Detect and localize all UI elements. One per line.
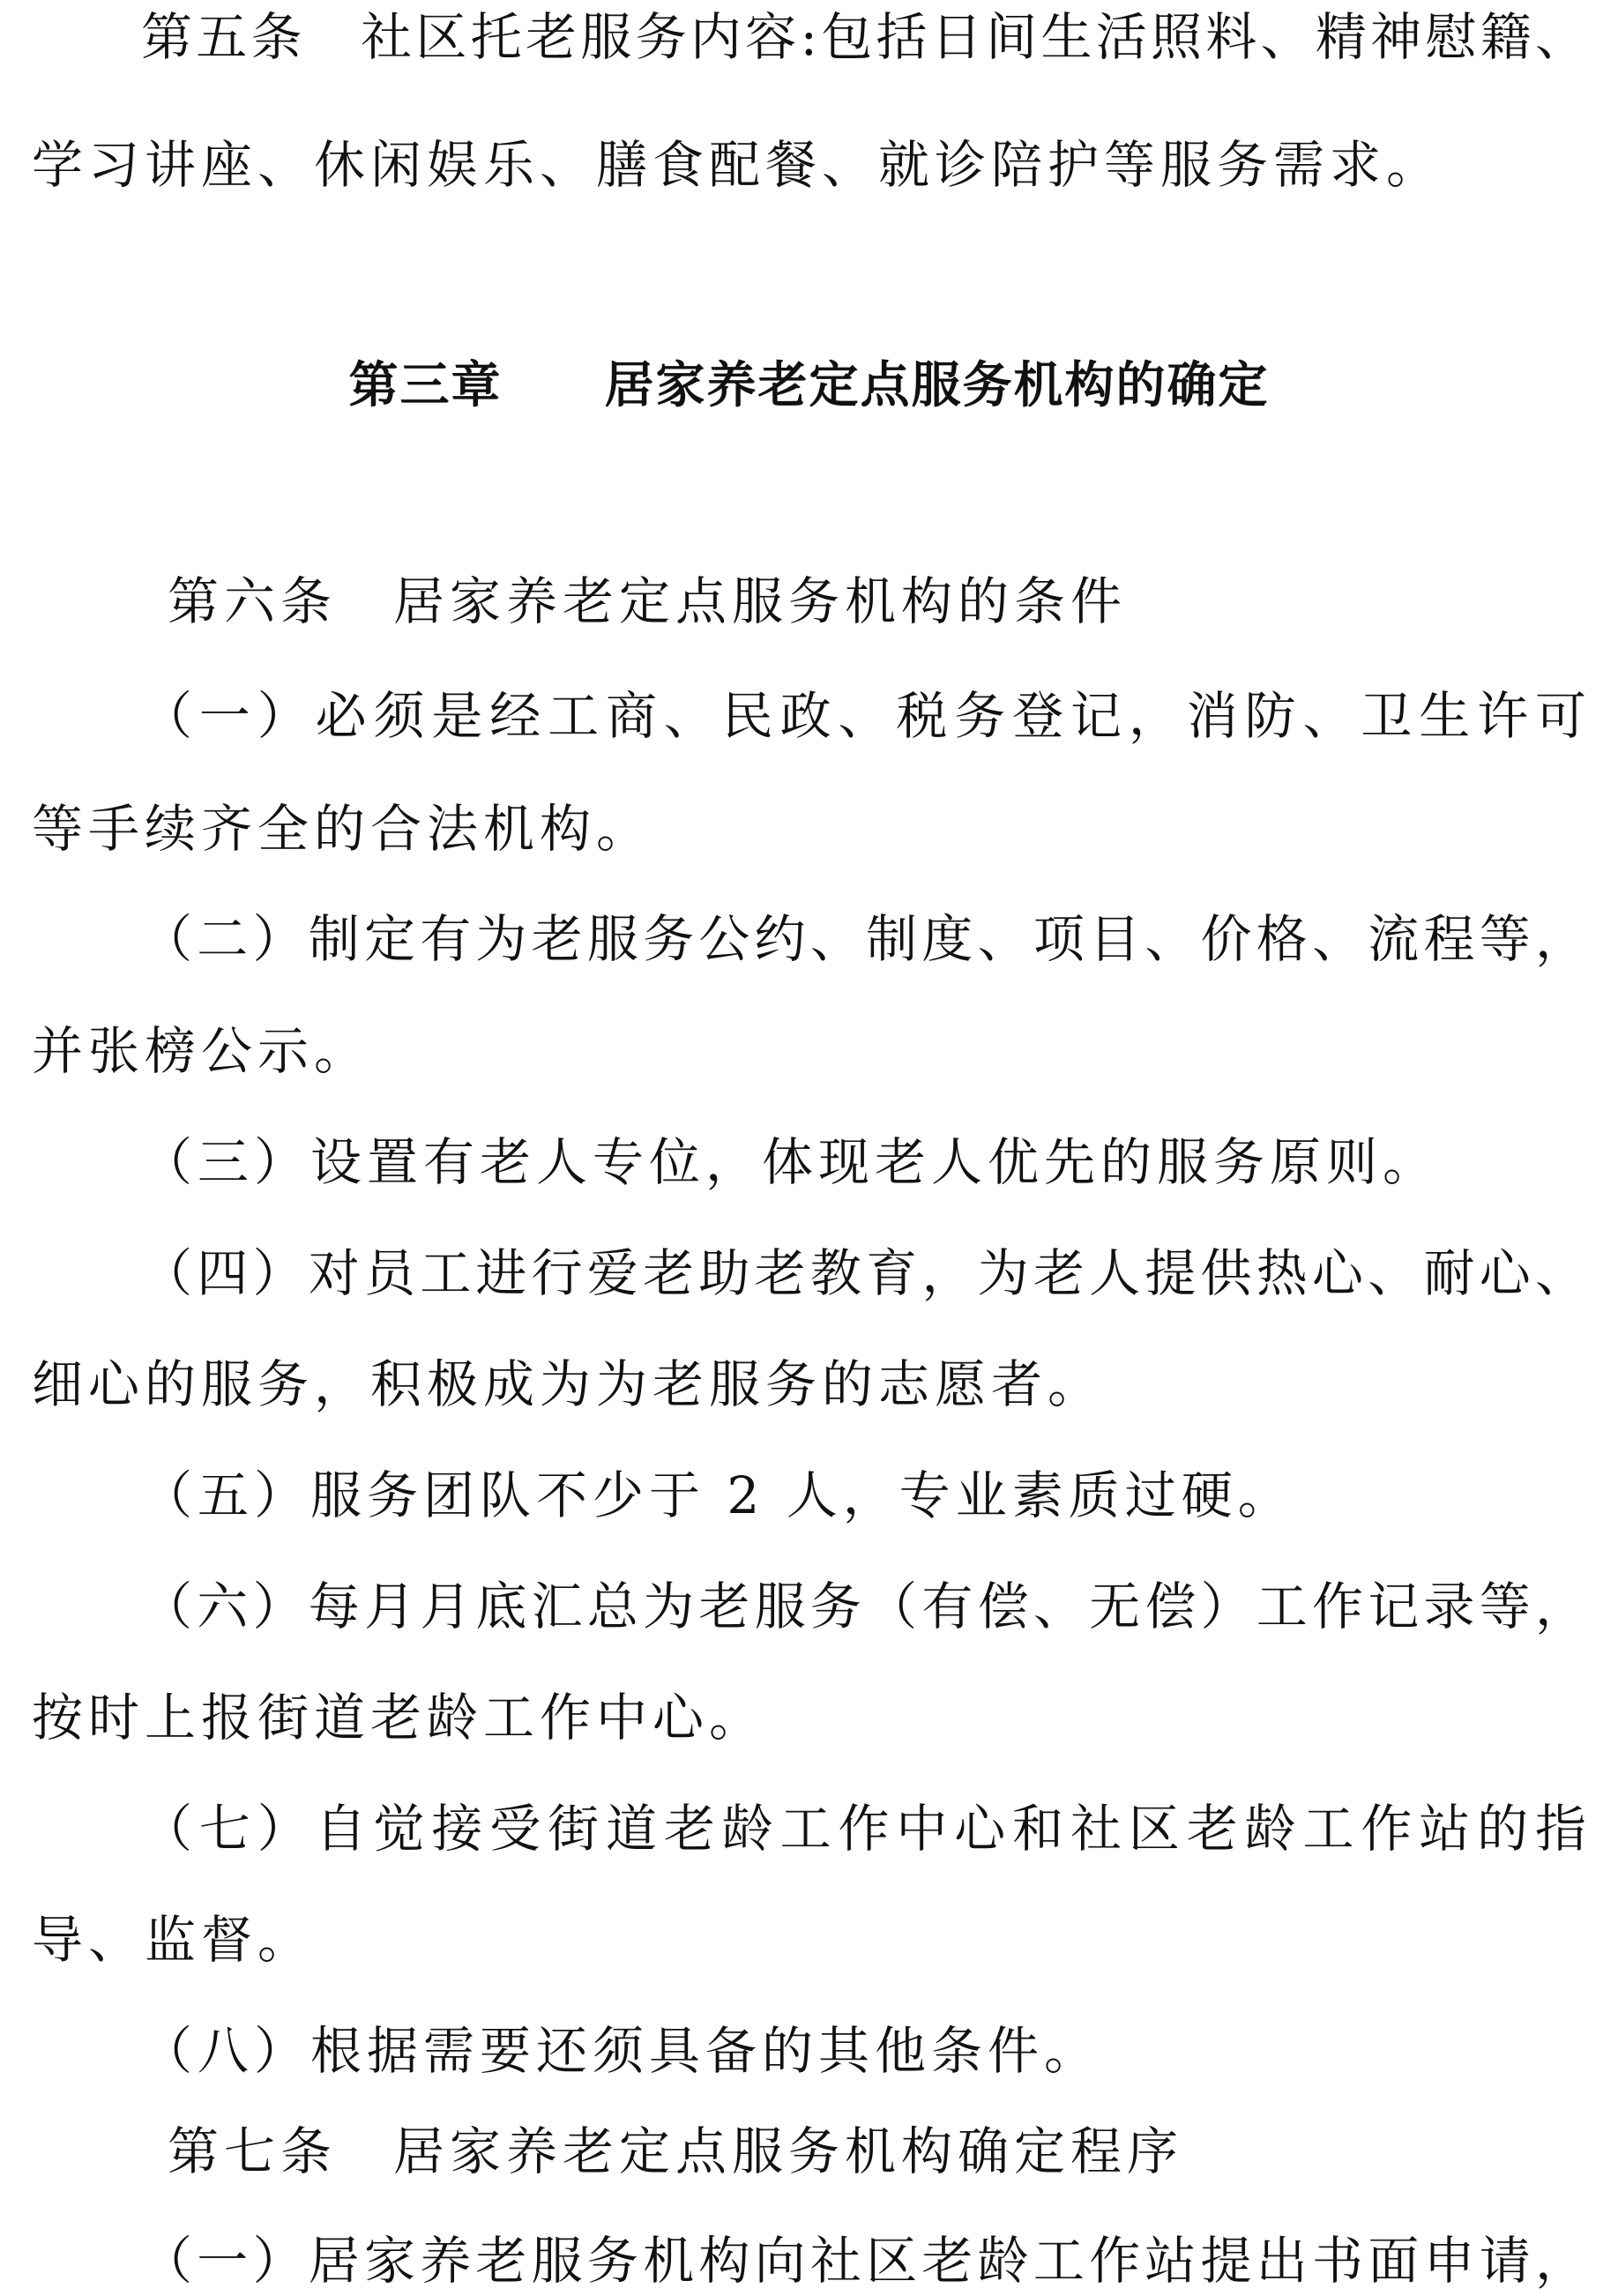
- article-7-item-1-line-1: （一）居家养老服务机构向社区老龄工作站提出书面申请，: [141, 2231, 1586, 2291]
- article-6-item-6-line-1: （六）每月月底汇总为老服务（有偿、无偿）工作记录等，: [141, 1577, 1586, 1636]
- article-7-heading: 第七条 居家养老定点服务机构确定程序: [168, 2121, 1184, 2181]
- article-6-item-3-line-1: （三）设置有老人专位，体现老人优先的服务原则。: [141, 1132, 1440, 1192]
- article-6-item-8-line-1: （八）根据需要还须具备的其他条件。: [141, 2021, 1101, 2081]
- article-6-item-7-line-1: （七）自觉接受街道老龄工作中心和社区老龄工作站的指: [141, 1799, 1586, 1859]
- article-5-line-2: 学习讲座、休闲娱乐、膳食配餐、就诊陪护等服务需求。: [32, 135, 1443, 195]
- article-6-item-7-line-2: 导、监督。: [32, 1910, 315, 1970]
- chapter-3-title: 第三章 居家养老定点服务机构的确定: [348, 357, 1270, 414]
- article-6-item-4-line-2: 细心的服务，积极成为为老服务的志愿者。: [32, 1354, 1105, 1414]
- article-5-line-1: 第五条 社区托老服务内容:包括日间生活照料、精神慰籍、: [141, 7, 1586, 67]
- article-6-item-5-line-1: （五）服务团队不少于 2 人，专业素质过硬。: [141, 1465, 1294, 1525]
- article-6-item-6-line-2: 按时上报街道老龄工作中心。: [32, 1688, 766, 1748]
- article-6-item-2-line-2: 并张榜公示。: [32, 1021, 371, 1081]
- article-6-heading: 第六条 居家养老定点服务机构的条件: [168, 571, 1128, 631]
- article-6-item-1-line-2: 等手续齐全的合法机构。: [32, 799, 653, 859]
- article-6-item-4-line-1: （四）对员工进行爱老助老教育，为老人提供热心、耐心、: [141, 1243, 1586, 1303]
- article-6-item-1-line-1: （一）必须是经工商、民政、税务登记，消防、卫生许可: [141, 686, 1586, 746]
- article-6-item-2-line-1: （二）制定有为老服务公约、制度、项目、价格、流程等，: [141, 909, 1586, 969]
